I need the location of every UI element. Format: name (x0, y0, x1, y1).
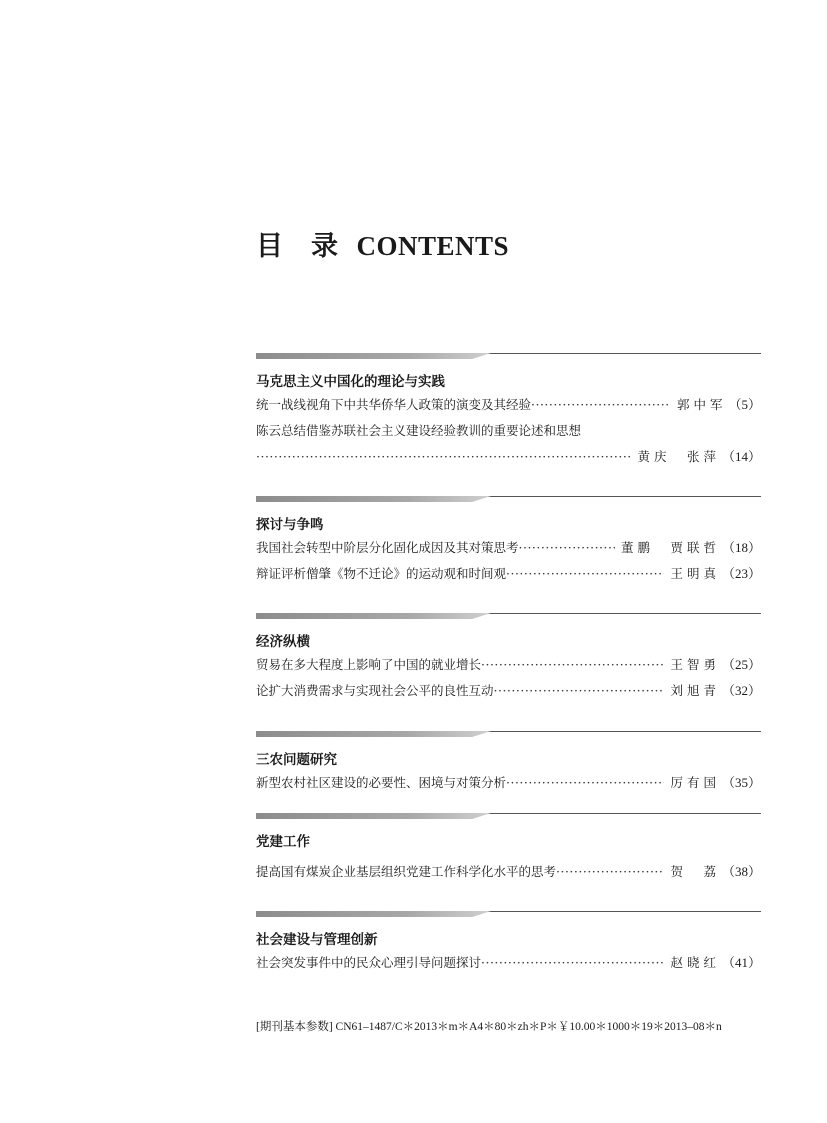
section-title: 探讨与争鸣 (256, 517, 324, 533)
article-author: 赵晓红 (670, 955, 720, 970)
article-title: 社会突发事件中的民众心理引导问题探讨 (256, 955, 482, 970)
article-title: 论扩大消费需求与实现社会公平的良性互动 (256, 683, 494, 698)
page-title-cn: 目 录 (256, 231, 339, 261)
article-author: 王明真 (670, 566, 720, 581)
page-number: （38） (721, 864, 761, 879)
section-title: 经济纵横 (256, 634, 310, 650)
toc-entry[interactable] (256, 770, 761, 796)
article-title: 贸易在多大程度上影响了中国的就业增长 (256, 657, 482, 672)
toc-entry[interactable] (256, 418, 761, 444)
article-title: 统一战线视角下中共华侨华人政策的演变及其经验 (256, 397, 532, 412)
toc-entry[interactable] (256, 561, 761, 587)
article-author: 王智勇 (670, 657, 720, 672)
section-divider (256, 731, 761, 740)
toc-entry[interactable] (256, 652, 761, 678)
section-divider (256, 813, 761, 822)
section-divider (256, 613, 761, 622)
leader-dots (556, 859, 664, 885)
page-number: （5） (728, 397, 761, 412)
leader-dots (531, 392, 671, 418)
article-title: 提高国有煤炭企业基层组织党建工作科学化水平的思考 (256, 864, 557, 879)
toc-entry[interactable] (256, 392, 761, 418)
article-title: 新型农村社区建设的必要性、困境与对策分析 (256, 775, 507, 790)
leader-dots (506, 770, 664, 796)
section-divider (256, 353, 761, 362)
page-number: （23） (721, 566, 761, 581)
article-author: 郭中军 (676, 397, 727, 412)
page-number: （32） (721, 683, 761, 698)
section-title: 马克思主义中国化的理论与实践 (256, 374, 445, 390)
article-author: 刘旭青 (670, 683, 720, 698)
article-author: 董鹏 贾联哲 (620, 540, 720, 555)
page-number: （35） (721, 775, 761, 790)
article-title: 辩证评析僧肇《物不迁论》的运动观和时间观 (256, 566, 507, 581)
leader-dots (506, 561, 664, 587)
section-title: 三农问题研究 (256, 752, 337, 768)
leader-dots (494, 678, 665, 704)
page-number: （18） (721, 540, 761, 555)
article-author: 贺 荔 (670, 864, 720, 879)
page-number: （25） (721, 657, 761, 672)
article-title: 我国社会转型中阶层分化固化成因及其对策思考 (256, 540, 519, 555)
toc-entry[interactable] (256, 950, 761, 976)
leader-dots (481, 950, 664, 976)
page-title (256, 224, 509, 263)
page-number: （14） (721, 449, 761, 464)
section-title: 社会建设与管理创新 (256, 932, 378, 948)
toc-entry[interactable] (256, 678, 761, 704)
section-divider (256, 496, 761, 505)
section-economy (256, 613, 761, 704)
article-author: 黄庆 张萍 (637, 449, 720, 464)
toc-entry[interactable] (256, 535, 761, 561)
section-social-governance (256, 911, 761, 976)
leader-dots (519, 535, 615, 561)
article-author: 厉有国 (670, 775, 720, 790)
leader-dots (481, 652, 664, 678)
toc-entry-continuation[interactable] (256, 444, 761, 470)
section-divider (256, 911, 761, 920)
leader-dots (256, 444, 631, 470)
article-title: 陈云总结借鉴苏联社会主义建设经验教训的重要论述和思想 (256, 423, 582, 438)
section-title: 党建工作 (256, 834, 310, 850)
page-number: （41） (721, 955, 761, 970)
section-discussion (256, 496, 761, 587)
page-title-en: CONTENTS (356, 231, 510, 261)
section-party-building (256, 813, 761, 885)
toc-entry[interactable] (256, 859, 761, 885)
section-rural-issues (256, 731, 761, 796)
journal-parameters: [期刊基本参数] CN61–1487/C＊2013＊m＊A4＊80＊zh＊P＊￥10.00＊1000＊19＊2013–08＊n (256, 1021, 722, 1033)
section-marxism-sinicization (256, 353, 761, 470)
